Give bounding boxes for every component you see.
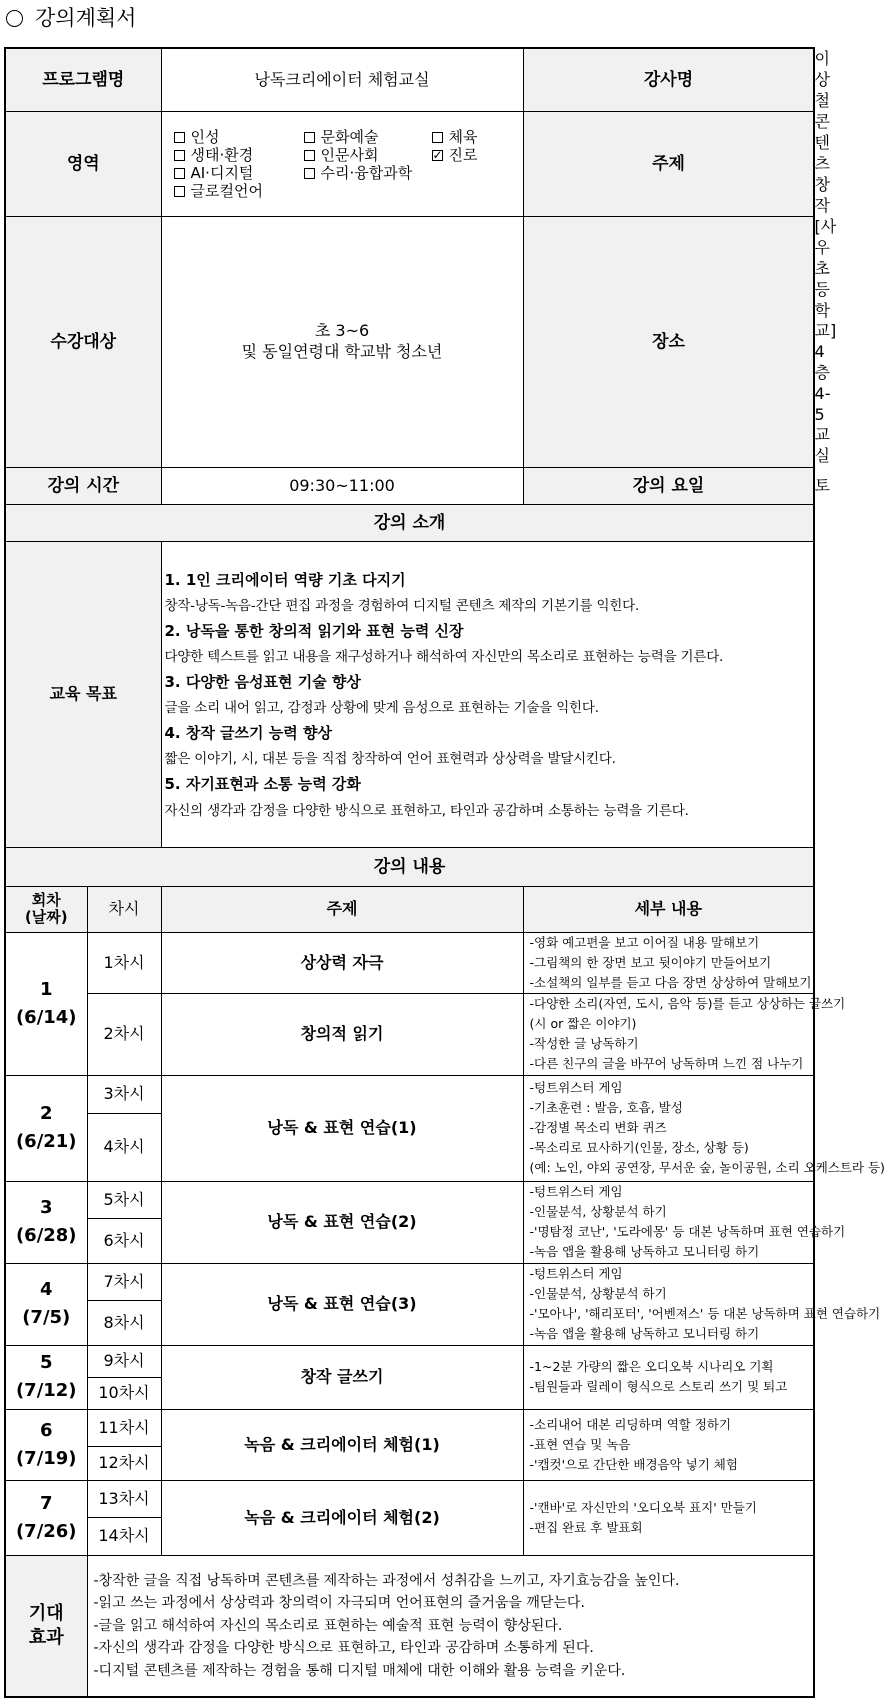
area-option: 인문사회: [304, 146, 432, 164]
theme-label: 주제: [523, 112, 814, 217]
goal-label: 교육 목표: [5, 541, 161, 847]
area-label: 영역: [5, 112, 161, 217]
period-cell: 3차시: [87, 1075, 161, 1113]
checkbox-icon: [304, 168, 315, 179]
topic-cell: 창의적 읽기: [161, 993, 523, 1075]
topic-cell: 낭독 & 표현 연습(3): [161, 1263, 523, 1345]
goal-item: 2. 낭독을 통한 창의적 읽기와 표현 능력 신장 다양한 텍스트를 읽고 내용을 재구성하거나 해석하여 자신만의 목소리로 표현하는 능력을 기른다.: [164, 621, 724, 666]
area-checkbox-group: [161, 112, 523, 217]
detail-cell: -다양한 소리(자연, 도시, 음악 등)를 듣고 상상하는 글쓰기 (시 or 짧은 이야기) -작성한 글 낭독하기 -다른 친구의 글을 바꾸어 낭독하며 느낀 점 나누기: [523, 993, 814, 1075]
col-topic-header: 주제: [161, 886, 523, 932]
detail-cell: -영화 예고편을 보고 이어질 내용 말해보기 -그림책의 한 장면 보고 뒷이야기 만들어보기 -소설책의 일부를 듣고 다음 장면 상상하여 말해보기: [523, 932, 814, 993]
checkbox-icon: [432, 132, 443, 143]
area-option: 글로컬언어: [174, 182, 304, 200]
col-session-header: 회차 (날짜): [5, 886, 87, 932]
session-cell: 2 (6/21): [5, 1075, 87, 1181]
goal-list: [161, 541, 814, 847]
effect-item: -읽고 쓰는 과정에서 상상력과 창의력이 자극되며 언어표현의 즐거움을 깨닫는다.: [93, 1595, 585, 1612]
goal-item: 3. 다양한 음성표현 기술 향상 글을 소리 내어 읽고, 감정과 상황에 맞게 음성으로 표현하는 기술을 익힌다.: [164, 672, 599, 717]
topic-cell: 낭독 & 표현 연습(1): [161, 1075, 523, 1181]
goal-item: 5. 자기표현과 소통 능력 강화 자신의 생각과 감정을 다양한 방식으로 표현하고, 타인과 공감하며 소통하는 능력을 기른다.: [164, 775, 689, 819]
time-value: 09:30~11:00: [161, 467, 523, 504]
effect-item: -자신의 생각과 감정을 다양한 방식으로 표현하고, 타인과 공감하며 소통하게 된다.: [93, 1640, 594, 1657]
program-name-value: 낭독크리에이터 체험교실: [161, 48, 523, 112]
detail-cell: -소리내어 대본 리딩하며 역할 정하기 -표현 연습 및 녹음 -'캡컷'으로 간단한 배경음악 넣기 체험: [523, 1409, 814, 1480]
period-cell: 11차시: [87, 1409, 161, 1446]
period-cell: 8차시: [87, 1300, 161, 1345]
checkbox-icon: [174, 150, 185, 161]
effect-item: -글을 읽고 해석하여 자신의 목소리로 표현하는 예술적 표현 능력이 향상된다.: [93, 1617, 563, 1634]
intro-section-header: 강의 소개: [5, 504, 814, 541]
lecture-plan-table: 프로그램명 낭독크리에이터 체험교실 강사명 이상철 영역 인성 문화예술 체육 생태·환경 인문사회 ✓ 진로 AI·디지털 수리·융합과학 글로컬언어 주제 콘텐츠창작 수강대상 초 3~6 및 동일연령대 학교밖 청소년 장소 [사우초등학교] 4층 4-5교실 강의 시간 09:30~11:00 강의 요일 토 강의 소개 교육 목표 1. 1인 크리에이터 역량 기초 다지기 창작-낭독-녹음-간단 편집 과정을 경험하여 디지털 콘텐츠 제작의 기본기를 익힌다. 2. 낭독을 통한 창의적 읽기와 표현 능력 신장 다양한 텍스트를 읽고 내용을 재구성하거나 해석하여 자신만의 목소리로 표현하는 능력을 기른다. 3. 다양한 음성표현 기술 향상 글을 소리 내어 읽고, 감정과 상황에 맞게 음성으로 표현하는 기술을 익힌다. 4. 창작 글쓰기 능력 향상 짧은 이야기, 시, 대본 등을 직접 창작하여 언어 표현력과 상상력을 발달시킨다. 5. 자기표현과 소통 능력 강화 자신의 생각과 감정을 다양한 방식으로 표현하고, 타인과 공감하며 소통하는 능력을 기른다. 강의 내용 회차 (날짜) 차시 주제 세부 내용 1 (6/14) 1차시 상상력 자극 -영화 예고편을 보고 이어질 내용 말해보기 -그림책의 한 장면 보고 뒷이야기 만들어보기 -소설책의 일부를 듣고 다음 장면 상상하여 말해보기 2차시 창의적 읽기 -다양한 소리(자연, 도시, 음악 등)를 듣고 상상하는 글쓰기 (시 or 짧은 이야기) -작성한 글 낭독하기 -다른 친구의 글을 바꾸어 낭독하며 느낀 점 나누기 2 (6/21) 3차시 낭독 & 표현 연습(1) -텅트위스터 게임 -기초훈련 : 발음, 호흡, 발성 -감정별 목소리 변화 퀴즈 -목소리로 묘사하기(인물, 장소, 상황 등) (예: 노인, 야외 공연장, 무서운 숲, 놀이공원, 소리 오케스트라 등) 4차시 3 (6/28) 5차시 낭독 & 표현 연습(2) -텅트위스터 게임 -인물분석, 상황분석 하기 -'명탐정 코난', '도라에몽' 등 대본 낭독하며 표현 연습하기 -녹음 앱을 활용해 낭독하고 모니터링 하기 6차시 4 (7/5) 7차시 낭독 & 표현 연습(3) -텅트위스터 게임 -인물분석, 상황분석 하기 -'모아나', '해리포터', '어벤져스' 등 대본 낭독하며 표현 연습하기 -녹음 앱을 활용해 낭독하고 모니터링 하기 8차시 5 (7/12) 9차시 창작 글쓰기 -1~2분 가량의 짧은 오디오북 시나리오 기획 -팀원들과 릴레이 형식으로 스토리 쓰기 및 퇴고 10차시 6 (7/19) 11차시 녹음 & 크리에이터 체험(1) -소리내어 대본 리딩하며 역할 정하기 -표현 연습 및 녹음 -'캡컷'으로 간단한 배경음악 넣기 체험 12차시 7 (7/26) 13차시 녹음 & 크리에이터 체험(2) -'캔바'로 자신만의 '오디오북 표지' 만들기 -편집 완료 후 발표회 14차시 기대 효과 -창작한 글을 직접 낭독하며 콘텐츠를 제작하는 과정에서 성취감을 느끼고, 자기효능감을 높인다. -읽고 쓰는 과정에서 상상력과 창의력이 자극되며 언어표현의 즐거움을 깨닫는다. -글을 읽고 해석하여 자신의 목소리로 표현하는 예술적 표현 능력이 향상된다. -자신의 생각과 감정을 다양한 방식으로 표현하고, 타인과 공감하며 소통하게 된다. -디지털 콘텐츠를 제작하는 경험을 통해 디지털 매체에 대한 이해와 활용 능력을 키운다.: [4, 47, 815, 1698]
detail-cell: -1~2분 가량의 짧은 오디오북 시나리오 기획 -팀원들과 릴레이 형식으로 스토리 쓰기 및 퇴고: [523, 1345, 814, 1409]
topic-cell: 상상력 자극: [161, 932, 523, 993]
period-cell: 4차시: [87, 1113, 161, 1181]
area-option: 체육: [432, 128, 478, 146]
checkbox-icon: [304, 132, 315, 143]
area-option: 수리·융합과학: [304, 164, 432, 182]
circle-bullet-icon: [6, 10, 23, 27]
period-cell: 6차시: [87, 1218, 161, 1263]
session-cell: 4 (7/5): [5, 1263, 87, 1345]
checked-checkbox-icon: [432, 150, 443, 161]
day-label: 강의 요일: [523, 467, 814, 504]
detail-cell: -텅트위스터 게임 -인물분석, 상황분석 하기 -'명탐정 코난', '도라에몽' 등 대본 낭독하며 표현 연습하기 -녹음 앱을 활용해 낭독하고 모니터링 하기: [523, 1181, 814, 1263]
detail-cell: -텅트위스터 게임 -인물분석, 상황분석 하기 -'모아나', '해리포터', '어벤져스' 등 대본 낭독하며 표현 연습하기 -녹음 앱을 활용해 낭독하고 모니터링 하기: [523, 1263, 814, 1345]
area-option: 생태·환경: [174, 146, 304, 164]
effect-item: -창작한 글을 직접 낭독하며 콘텐츠를 제작하는 과정에서 성취감을 느끼고, 자기효능감을 높인다.: [93, 1572, 680, 1589]
document-title: [6, 4, 136, 32]
target-label: 수강대상: [5, 217, 161, 468]
place-label: 장소: [523, 217, 814, 468]
detail-cell: -텅트위스터 게임 -기초훈련 : 발음, 호흡, 발성 -감정별 목소리 변화 퀴즈 -목소리로 묘사하기(인물, 장소, 상황 등) (예: 노인, 야외 공연장, 무서운 숲, 놀이공원, 소리 오케스트라 등): [523, 1075, 814, 1181]
period-cell: 2차시: [87, 993, 161, 1075]
content-section-header: 강의 내용: [5, 847, 814, 886]
topic-cell: 창작 글쓰기: [161, 1345, 523, 1409]
effect-list: [87, 1555, 814, 1697]
time-label: 강의 시간: [5, 467, 161, 504]
detail-cell: -'캔바'로 자신만의 '오디오북 표지' 만들기 -편집 완료 후 발표회: [523, 1480, 814, 1555]
session-cell: 7 (7/26): [5, 1480, 87, 1555]
area-option: ✓ 진로: [432, 146, 478, 164]
effect-item: -디지털 콘텐츠를 제작하는 경험을 통해 디지털 매체에 대한 이해와 활용 능력을 키운다.: [93, 1662, 626, 1679]
period-cell: 12차시: [87, 1446, 161, 1480]
topic-cell: 녹음 & 크리에이터 체험(1): [161, 1409, 523, 1480]
checkbox-icon: [304, 150, 315, 161]
effect-label: 기대 효과: [5, 1555, 87, 1697]
checkbox-icon: [174, 186, 185, 197]
period-cell: 10차시: [87, 1377, 161, 1409]
area-option: 문화예술: [304, 128, 432, 146]
period-cell: 5차시: [87, 1181, 161, 1218]
topic-cell: 낭독 & 표현 연습(2): [161, 1181, 523, 1263]
col-period-header: 차시: [87, 886, 161, 932]
topic-cell: 녹음 & 크리에이터 체험(2): [161, 1480, 523, 1555]
checkbox-icon: [174, 168, 185, 179]
checkbox-icon: [174, 132, 185, 143]
program-name-label: 프로그램명: [5, 48, 161, 112]
period-cell: 1차시: [87, 932, 161, 993]
area-option: 인성: [174, 128, 304, 146]
goal-item: 4. 창작 글쓰기 능력 향상 짧은 이야기, 시, 대본 등을 직접 창작하여 언어 표현력과 상상력을 발달시킨다.: [164, 723, 616, 768]
period-cell: 14차시: [87, 1517, 161, 1555]
period-cell: 7차시: [87, 1263, 161, 1300]
period-cell: 13차시: [87, 1480, 161, 1517]
goal-item: 1. 1인 크리에이터 역량 기초 다지기 창작-낭독-녹음-간단 편집 과정을 경험하여 디지털 콘텐츠 제작의 기본기를 익힌다.: [164, 570, 640, 615]
target-value: 초 3~6 및 동일연령대 학교밖 청소년: [161, 217, 523, 468]
instructor-label: 강사명: [523, 48, 814, 112]
col-detail-header: 세부 내용: [523, 886, 814, 932]
session-cell: 5 (7/12): [5, 1345, 87, 1409]
session-cell: 6 (7/19): [5, 1409, 87, 1480]
area-option: AI·디지털: [174, 164, 304, 182]
session-cell: 1 (6/14): [5, 932, 87, 1075]
session-cell: 3 (6/28): [5, 1181, 87, 1263]
period-cell: 9차시: [87, 1345, 161, 1377]
document-title-text: 강의계획서: [35, 6, 137, 30]
